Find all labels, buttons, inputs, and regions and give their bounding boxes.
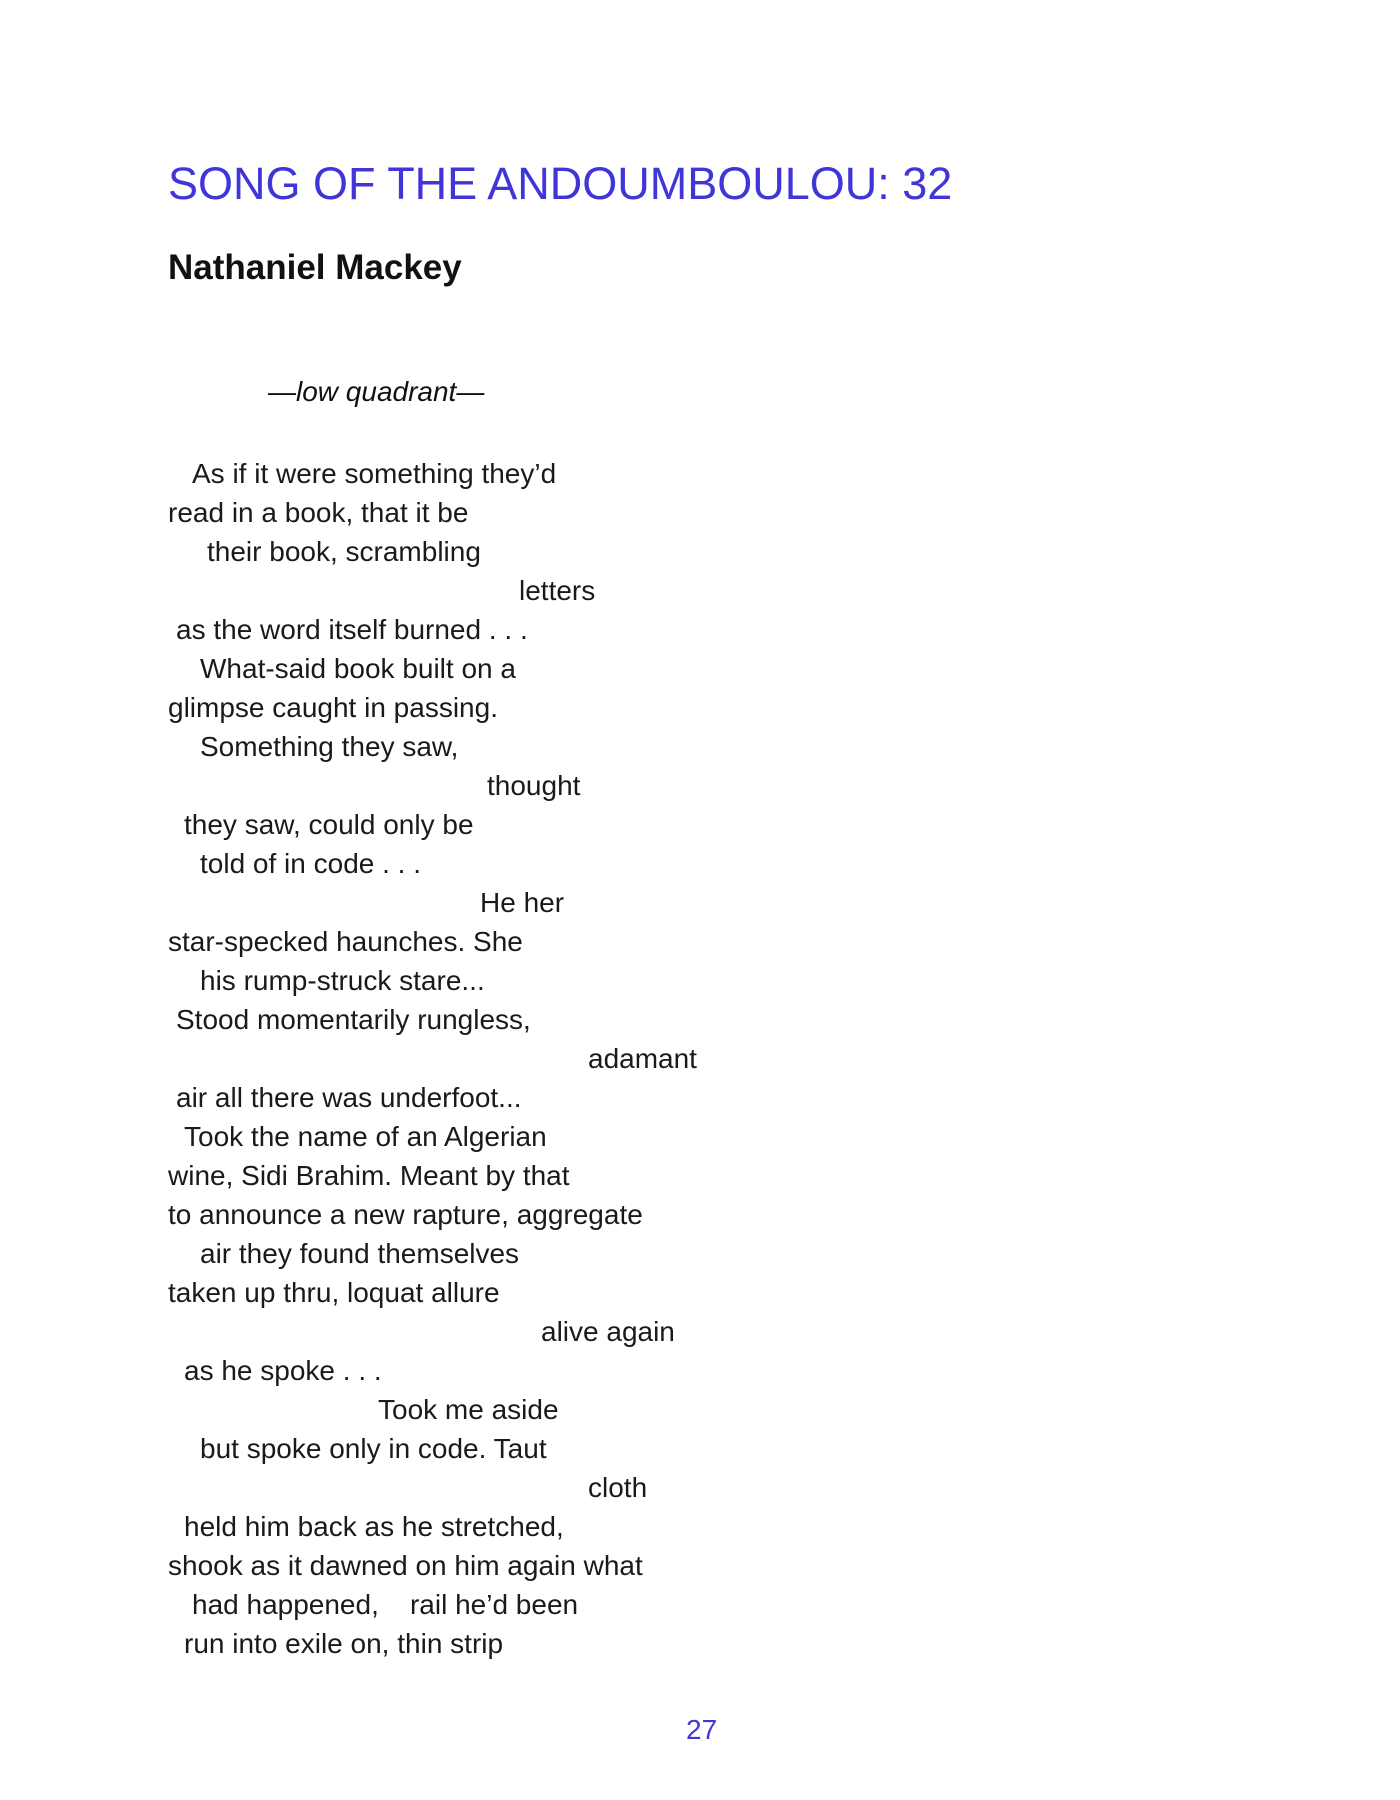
- poem-line: their book, scrambling: [207, 536, 481, 567]
- poem-line: read in a book, that it be: [168, 497, 469, 528]
- poem-line: glimpse caught in passing.: [168, 692, 498, 723]
- page-number: 27: [686, 1714, 718, 1745]
- poem-line: Took the name of an Algerian: [184, 1121, 547, 1152]
- poem-line: What-said book built on a: [200, 653, 516, 684]
- poem-line: run into exile on, thin strip: [184, 1628, 504, 1659]
- author-name: Nathaniel Mackey: [168, 248, 462, 287]
- poem-line: his rump-struck stare...: [200, 965, 485, 996]
- poem-line: air they found themselves: [200, 1238, 520, 1269]
- poem-line: He her: [480, 887, 565, 918]
- poem-line: told of in code . . .: [200, 848, 422, 879]
- poem-line: adamant: [588, 1043, 697, 1074]
- poem-line: As if it were something they’d: [192, 458, 557, 489]
- poem-line: letters: [519, 575, 596, 606]
- poem-line: shook as it dawned on him again what: [168, 1550, 643, 1581]
- poem-line: Stood momentarily rungless,: [176, 1004, 531, 1035]
- poem-line: Took me aside: [378, 1394, 559, 1425]
- poem-line: alive again: [541, 1316, 675, 1347]
- poem-line: to announce a new rapture, aggregate: [168, 1199, 643, 1230]
- poem-epigraph: —low quadrant—: [268, 376, 485, 407]
- poem-line: as he spoke . . .: [184, 1355, 382, 1386]
- poem-line: star-specked haunches. She: [168, 926, 523, 957]
- poem-line: as the word itself burned . . .: [176, 614, 528, 645]
- poem-line: had happened, rail he’d been: [192, 1589, 579, 1620]
- poem-line: but spoke only in code. Taut: [200, 1433, 547, 1464]
- poem-line: wine, Sidi Brahim. Meant by that: [168, 1160, 570, 1191]
- poem-line: air all there was underfoot...: [176, 1082, 522, 1113]
- poem-line: Something they saw,: [200, 731, 459, 762]
- poem-line: they saw, could only be: [184, 809, 474, 840]
- poem-line: thought: [487, 770, 581, 801]
- poem-line: cloth: [588, 1472, 648, 1503]
- poem-line: held him back as he stretched,: [184, 1511, 564, 1542]
- poem-title: SONG OF THE ANDOUMBOULOU: 32: [168, 158, 953, 209]
- poem-line: taken up thru, loquat allure: [168, 1277, 500, 1308]
